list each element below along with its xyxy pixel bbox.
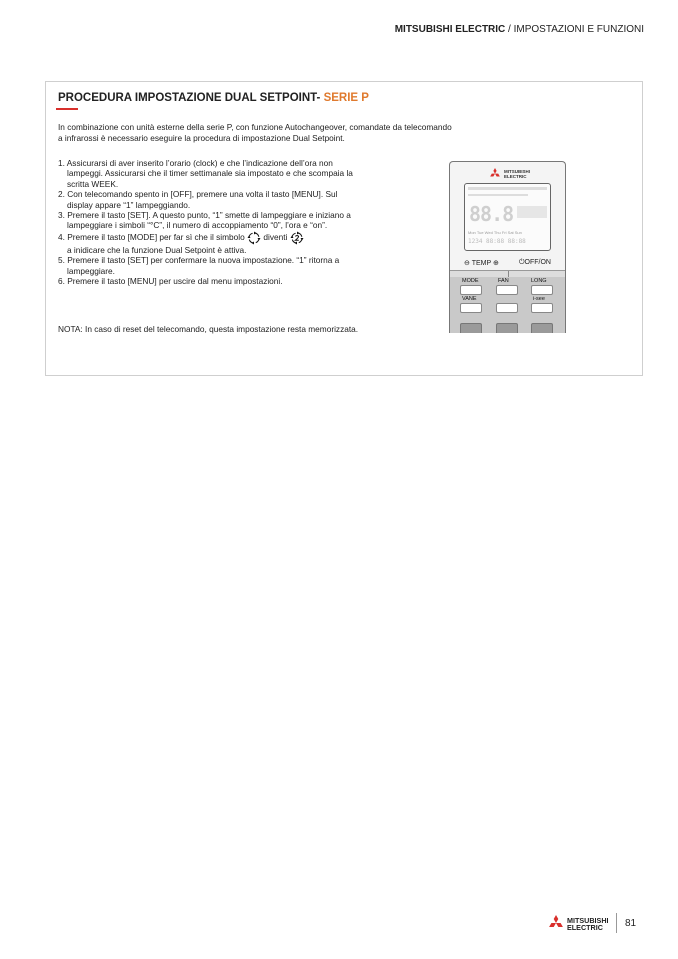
note-text: NOTA: In caso di reset del telecomando, questa impostazione resta memorizzata. xyxy=(58,324,359,334)
remote-lower-panel xyxy=(450,277,566,333)
remote-lcd-display xyxy=(464,183,551,251)
off-on-label: OFF/ON xyxy=(524,259,551,266)
power-icon: ⏻ xyxy=(519,259,525,266)
procedure-title xyxy=(58,92,369,104)
off-on-button[interactable] xyxy=(519,259,551,267)
temp-plus-icon[interactable]: ⊕ xyxy=(492,260,499,267)
remote-brand-text: MITSUBISHI ELECTRIC xyxy=(504,169,531,179)
lower-button-right[interactable] xyxy=(531,323,553,333)
temp-minus-icon[interactable]: ⊖ xyxy=(464,260,470,267)
long-button[interactable] xyxy=(531,285,553,295)
step-3: 3. Premere il tasto [SET]. A questo punto, “1” smette di lampeggiare e iniziano a lampeggiare i simboli “°C”, il numero di accoppiamento “0”, l’ora e “on”. xyxy=(58,210,351,231)
step-5: 5. Premere il tasto [SET] per confermare la nuova impostazione. “1” ritorna a lampeggiare. xyxy=(58,255,340,276)
step-4-text-a: 4. Premere il tasto [MODE] per far sì che il simbolo xyxy=(58,232,245,243)
title-underline xyxy=(56,108,78,110)
lcd-fan-area xyxy=(517,206,547,218)
temp-label: TEMP xyxy=(471,260,492,267)
cycle-icon xyxy=(247,231,261,245)
isee-button[interactable] xyxy=(531,303,553,313)
procedure-box xyxy=(45,81,643,376)
lcd-days: Mon Tue Wed Thu Fri Sat Sun xyxy=(468,230,522,235)
vane-label: VANE xyxy=(462,296,477,302)
lcd-mode-row xyxy=(468,194,528,196)
mitsubishi-logo-icon xyxy=(488,168,502,180)
wide-vane-button[interactable] xyxy=(496,303,518,313)
fan-label: FAN xyxy=(498,278,509,284)
lower-button-center[interactable] xyxy=(496,323,518,333)
header-brand: MITSUBISHI ELECTRIC xyxy=(394,24,506,35)
footer-brand-text: MITSUBISHI ELECTRIC xyxy=(567,916,609,933)
title-main: PROCEDURA IMPOSTAZIONE DUAL SETPOINT- xyxy=(58,92,324,104)
step-4 xyxy=(58,231,358,255)
step-1: 1. Assicurarsi di aver inserito l’orario (clock) e che l’indicazione dell’ora non lampeggi. Assicurarsi che il timer settimanale sia impostato e che scompaia la scritta WEEK. xyxy=(58,158,353,189)
fan-button[interactable] xyxy=(496,285,518,295)
step-4-text-c: a inidicare che la funzione Dual Setpoint è attiva. xyxy=(67,244,247,255)
footer-separator xyxy=(616,913,617,933)
header-separator: / xyxy=(505,24,514,35)
lcd-temperature: 88.8 xyxy=(469,202,514,226)
step-4-text-b: diventi xyxy=(263,232,288,243)
lcd-timer-digits: 1234 88:88 88:88 xyxy=(468,238,526,245)
dual-setpoint-icon xyxy=(290,231,304,245)
step-2: 2. Con telecomando spento in [OFF], premere una volta il tasto [MENU]. Sul display appare “1” lampeggiando. xyxy=(58,189,338,210)
lcd-icon-row xyxy=(468,187,547,190)
long-label: LONG xyxy=(531,278,547,284)
isee-label: i-see xyxy=(533,296,545,302)
mode-label: MODE xyxy=(462,278,479,284)
mode-button[interactable] xyxy=(460,285,482,295)
page-number: 81 xyxy=(625,918,637,929)
intro-paragraph: In combinazione con unità esterne della serie P, con funzione Autochangeover, comandate da telecomando a infrarossi è necessario eseguire la procedura di impostazione Dual Setpoint. xyxy=(58,122,452,143)
vane-button[interactable] xyxy=(460,303,482,313)
header-section: IMPOSTAZIONI E FUNZIONI xyxy=(513,24,644,35)
remote-control-image xyxy=(449,161,566,333)
footer-mitsubishi-logo-icon xyxy=(546,915,566,932)
title-accent: SERIE P xyxy=(323,92,369,104)
steps-list xyxy=(58,158,358,286)
lower-button-left[interactable] xyxy=(460,323,482,333)
temp-control[interactable] xyxy=(464,259,499,267)
step-6: 6. Premere il tasto [MENU] per uscire dal menu impostazioni. xyxy=(58,276,283,287)
page-header xyxy=(395,24,644,35)
